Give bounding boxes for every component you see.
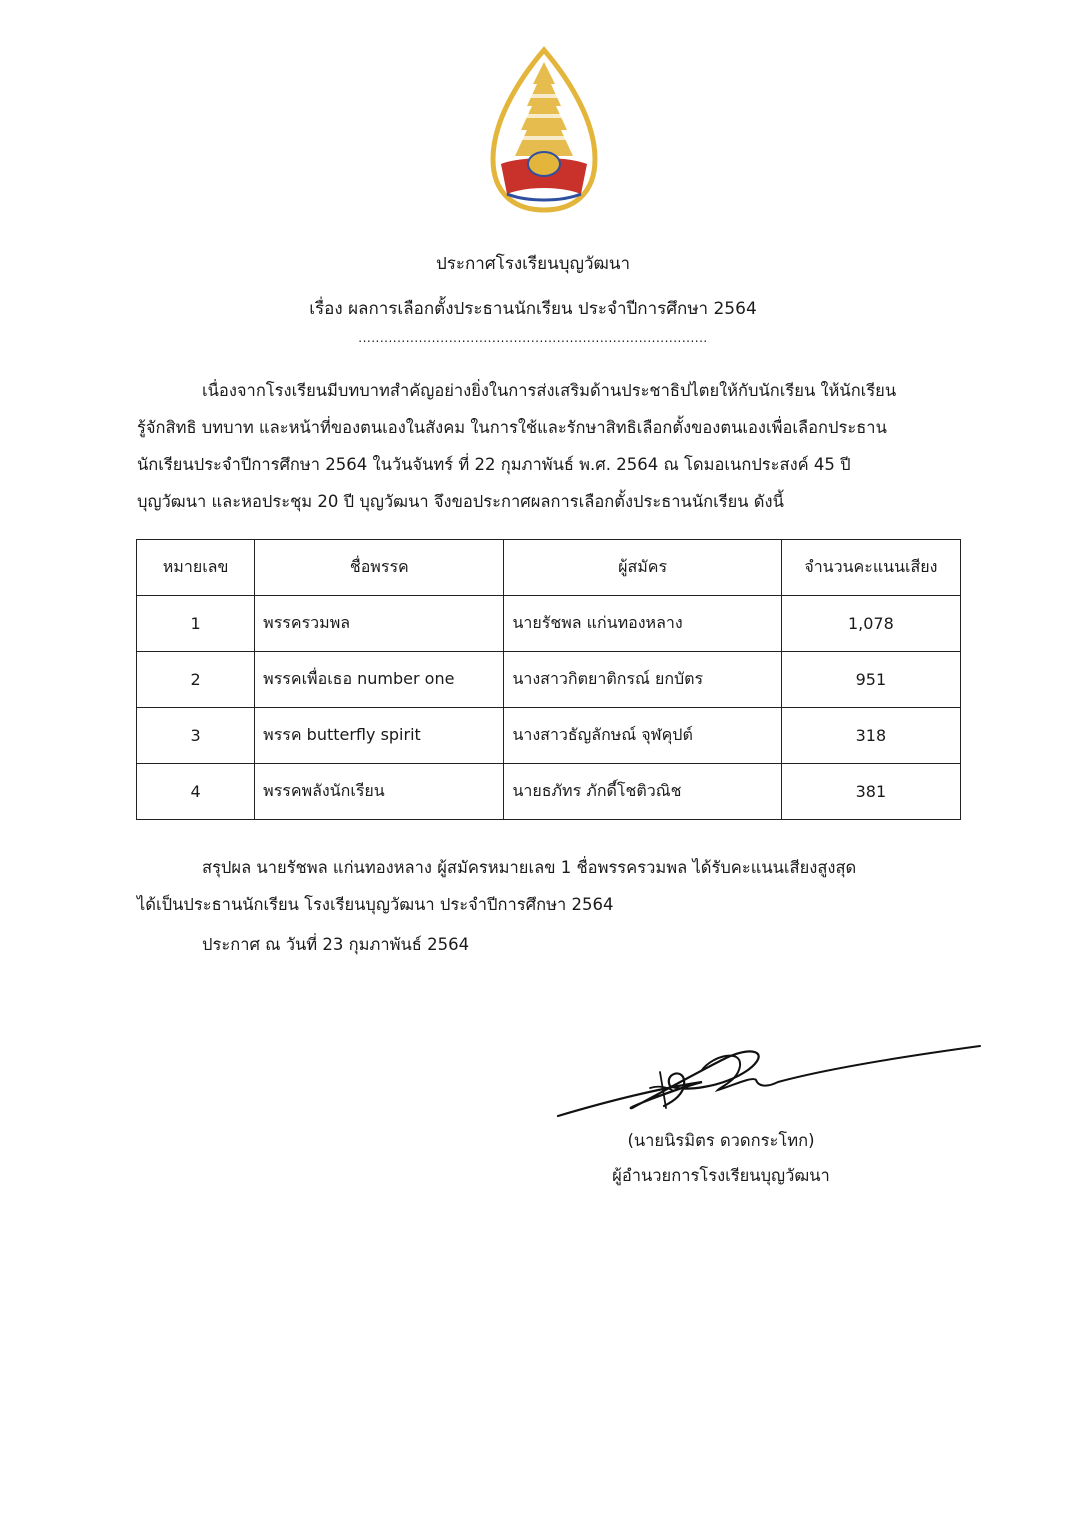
- header-votes: จำนวนคะแนนเสียง: [781, 540, 960, 596]
- cell-votes: 381: [781, 764, 960, 820]
- signatory-name: (นายนิรมิตร ดวดกระโทก): [627, 1131, 815, 1150]
- cell-candidate: นายธภัทร ภักดี์โชติวณิช: [504, 764, 781, 820]
- table-header-row: [137, 540, 961, 596]
- cell-votes: 951: [781, 652, 960, 708]
- title-separator: .................................................................................: [358, 331, 708, 345]
- intro-line: บุญวัฒนา และหอประชุม 20 ปี บุญวัฒนา จึงขอประกาศผลการเลือกตั้งประธานนักเรียน ดังนี้: [137, 492, 784, 511]
- cell-party: พรรคพลังนักเรียน: [255, 764, 504, 820]
- header-number: หมายเลข: [137, 540, 255, 596]
- summary-paragraph: [137, 849, 973, 923]
- table-row: [137, 764, 961, 820]
- intro-paragraph: [137, 372, 973, 520]
- cell-candidate: นางสาวกิตยาติกรณ์ ยกบัตร: [504, 652, 781, 708]
- cell-number: 2: [137, 652, 255, 708]
- table-row: [137, 652, 961, 708]
- cell-number: 3: [137, 708, 255, 764]
- announcement-title: ประกาศโรงเรียนบุญวัฒนา: [435, 254, 631, 274]
- header-party: ชื่อพรรค: [255, 540, 504, 596]
- cell-party: พรรครวมพล: [255, 596, 504, 652]
- table-row: [137, 708, 961, 764]
- signatory-position: ผู้อำนวยการโรงเรียนบุญวัฒนา: [612, 1166, 830, 1185]
- table-row: [137, 596, 961, 652]
- cell-number: 1: [137, 596, 255, 652]
- cell-number: 4: [137, 764, 255, 820]
- summary-line: ได้เป็นประธานนักเรียน โรงเรียนบุญวัฒนา ประจำปีการศึกษา 2564: [137, 895, 614, 914]
- announce-date: ประกาศ ณ วันที่ 23 กุมภาพันธ์ 2564: [202, 935, 470, 954]
- cell-candidate: นายรัชพล แก่นทองหลาง: [504, 596, 781, 652]
- intro-line: นักเรียนประจำปีการศึกษา 2564 ในวันจันทร์ ที่ 22 กุมภาพันธ์ พ.ศ. 2564 ณ โดมอเนกประสงค์ 45 ปี: [137, 455, 851, 474]
- cell-votes: 318: [781, 708, 960, 764]
- summary-line: สรุปผล นายรัชพล แก่นทองหลาง ผู้สมัครหมายเลข 1 ชื่อพรรครวมพล ได้รับคะแนนเสียงสูงสุด: [202, 858, 857, 877]
- announcement-subject: เรื่อง ผลการเลือกตั้งประธานนักเรียน ประจำปีการศึกษา 2564: [309, 299, 757, 319]
- intro-line: เนื่องจากโรงเรียนมีบทบาทสำคัญอย่างยิ่งในการส่งเสริมด้านประชาธิปไตยให้กับนักเรียน ให้นักเรียน: [202, 381, 897, 400]
- school-seal-icon: [485, 44, 603, 216]
- header-candidate: ผู้สมัคร: [504, 540, 781, 596]
- intro-line: รู้จักสิทธิ บทบาท และหน้าที่ของตนเองในสังคม ในการใช้และรักษาสิทธิเลือกตั้งของตนเองเพื่อเลือกประธาน: [137, 418, 887, 437]
- cell-votes: 1,078: [781, 596, 960, 652]
- cell-candidate: นางสาวธัญลักษณ์ จุฬคุปต์: [504, 708, 781, 764]
- election-results-table: [136, 539, 961, 820]
- handwritten-signature: [552, 1030, 984, 1130]
- cell-party: พรรคเพื่อเธอ number one: [255, 652, 504, 708]
- cell-party: พรรค butterfly spirit: [255, 708, 504, 764]
